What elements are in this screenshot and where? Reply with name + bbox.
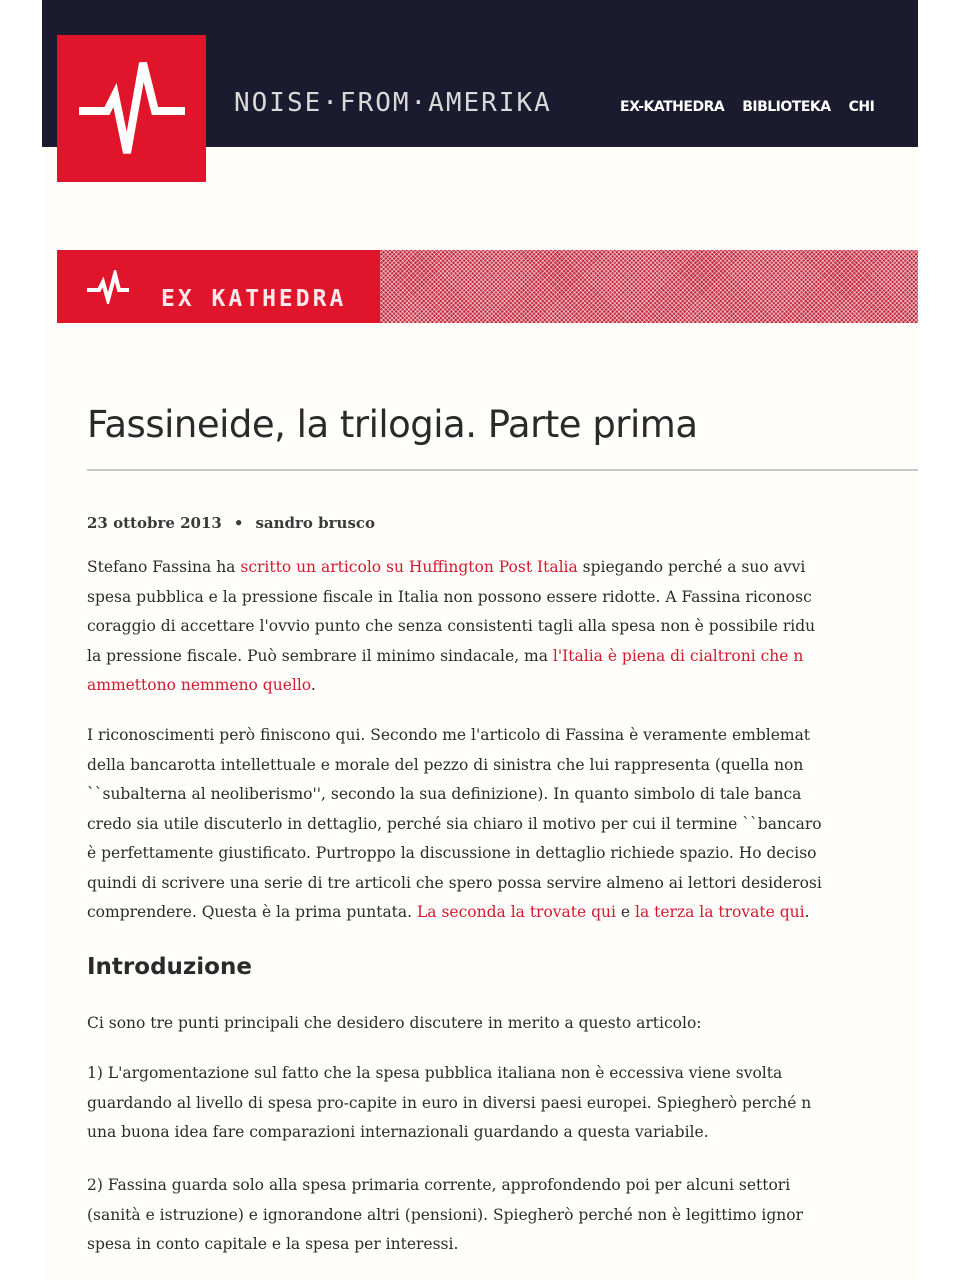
section-label: EX KATHEDRA bbox=[161, 286, 347, 312]
main-nav bbox=[620, 99, 874, 115]
text-span: . bbox=[310, 676, 316, 694]
text-line: Ci sono tre punti principali che desidero discutere in merito a questo articolo: bbox=[87, 1014, 702, 1032]
heartbeat-pulse-icon bbox=[57, 35, 206, 182]
article-title: Fassineide, la trilogia. Parte prima bbox=[87, 403, 698, 446]
link-huffington-article[interactable]: scritto un articolo su Huffington Post Italia bbox=[240, 558, 578, 576]
article-byline bbox=[87, 514, 375, 532]
text-line: coraggio di accettare l'ovvio punto che senza consistenti tagli alla spesa non è possibile ridu bbox=[87, 617, 816, 635]
article-date: 23 ottobre 2013 bbox=[87, 514, 222, 532]
text-line: quindi di scrivere una serie di tre articoli che spero possa servire almeno ai lettori desiderosi bbox=[87, 873, 822, 892]
text-span: . bbox=[804, 903, 810, 921]
text-line bbox=[87, 671, 918, 701]
text-span: spiegando perché a suo avvi bbox=[577, 558, 806, 576]
section-banner bbox=[57, 250, 918, 323]
text-line: guardando al livello di spesa pro-capite in euro in diversi paesi europei. Spiegherò perché n bbox=[87, 1093, 812, 1112]
article-author[interactable]: sandro brusco bbox=[255, 514, 376, 532]
text-line: ``subalterna al neoliberismo'', secondo la sua definizione). In quanto simbolo di tale banca bbox=[87, 785, 802, 803]
heartbeat-pulse-icon bbox=[85, 270, 131, 304]
text-span: la pressione fiscale. Può sembrare il minimo sindacale, ma bbox=[87, 646, 553, 665]
text-line: credo sia utile discuterlo in dettaglio, perché sia chiaro il motivo per cui il termine ``bancaro bbox=[87, 814, 822, 833]
text-line: 1) L'argomentazione sul fatto che la spesa pubblica italiana non è eccessiva viene svolta bbox=[87, 1064, 783, 1082]
link-cialtroni[interactable]: l'Italia è piena di cialtroni che n bbox=[552, 646, 804, 665]
text-span: comprendere. Questa è la prima puntata. bbox=[87, 903, 418, 921]
text-line: una buona idea fare comparazioni internazionali guardando a questa variabile. bbox=[87, 1123, 709, 1141]
site-logo[interactable] bbox=[57, 35, 206, 182]
paragraph-5 bbox=[87, 1171, 918, 1260]
text-line: spesa in conto capitale e la spesa per interessi. bbox=[87, 1235, 459, 1253]
text-line bbox=[87, 642, 918, 672]
nav-item-ex-kathedra[interactable]: EX-KATHEDRA bbox=[620, 99, 725, 115]
text-line bbox=[87, 898, 918, 928]
page bbox=[42, 0, 918, 1280]
paragraph-4 bbox=[87, 1059, 918, 1148]
site-title[interactable]: NOISE·FROM·AMERIKA bbox=[234, 88, 552, 118]
section-heading-introduzione: Introduzione bbox=[87, 954, 252, 980]
text-line: spesa pubblica e la pressione fiscale in Italia non possono essere ridotte. A Fassina riconosc bbox=[87, 587, 812, 606]
text-line: è perfettamente giustificato. Purtroppo la discussione in dettaglio richiede spazio. Ho deciso bbox=[87, 844, 817, 862]
link-part-three[interactable]: la terza la trovate qui bbox=[635, 903, 805, 921]
section-label-block[interactable] bbox=[57, 250, 380, 323]
title-divider bbox=[87, 469, 918, 471]
nav-item-biblioteka[interactable]: BIBLIOTEKA bbox=[742, 99, 831, 115]
link-part-two[interactable]: La seconda la trovate qui bbox=[417, 903, 616, 921]
nav-item-chi[interactable]: CHI bbox=[848, 99, 875, 115]
text-line: I riconoscimenti però finiscono qui. Secondo me l'articolo di Fassina è veramente emblemat bbox=[87, 726, 811, 744]
paragraph-1 bbox=[87, 553, 918, 701]
paragraph-3 bbox=[87, 1009, 918, 1039]
text-line: della bancarotta intellettuale e morale del pezzo di sinistra che lui rappresenta (quella non bbox=[87, 755, 804, 774]
text-line: 2) Fassina guarda solo alla spesa primaria corrente, approfondendo poi per alcuni settori bbox=[87, 1176, 791, 1194]
text-span: Stefano Fassina ha bbox=[87, 558, 241, 576]
byline-separator: • bbox=[233, 514, 244, 532]
text-span: e bbox=[615, 903, 636, 921]
link-cialtroni-cont[interactable]: ammettono nemmeno quello bbox=[87, 676, 311, 694]
text-line: (sanità e istruzione) e ignorandone altri (pensioni). Spiegherò perché non è legittimo ignor bbox=[87, 1205, 803, 1224]
text-line bbox=[87, 553, 918, 583]
paragraph-2 bbox=[87, 721, 918, 928]
